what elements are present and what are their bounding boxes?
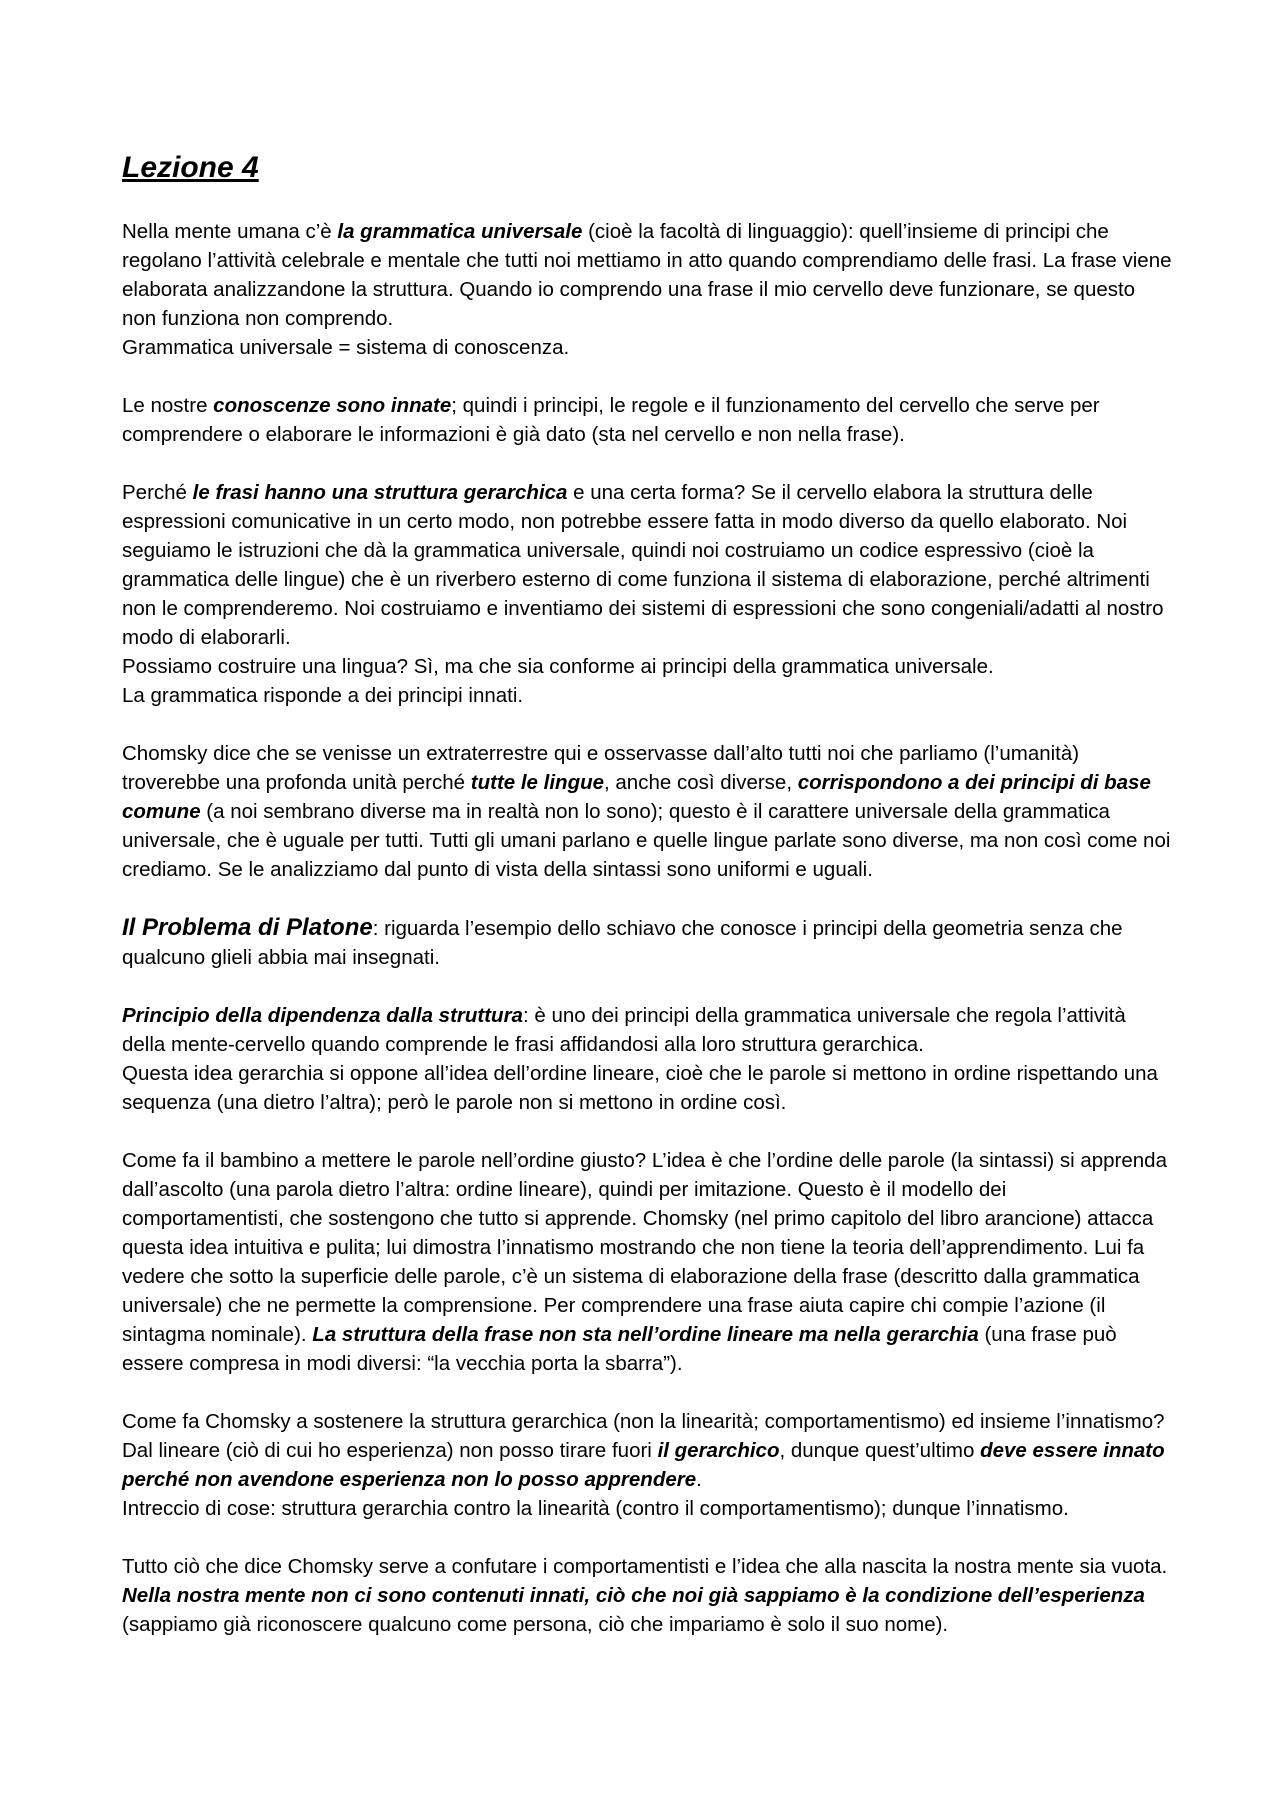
emphasis-text: Nella nostra mente non ci sono contenuti innati, ciò che noi già sappiamo è la condizione dell’esperienza [122,1584,1145,1607]
plain-text: Come fa il bambino a mettere le parole nell’ordine giusto? L’idea è che l’ordine delle parole (la sintassi) si apprenda dall’ascolto (una parola dietro l’altra: ordine lineare), quindi per imitazione. Questo è il modello dei comportamentisti, che sostengono che tutto si apprende. Chomsky (nel primo capitolo del libro arancione) attacca questa idea intuitiva e pulita; lui dimostra l’innatismo mostrando che non tiene la teoria dell’apprendimento. Lui fa vedere che sotto la superficie delle parole, c’è un sistema di elaborazione della frase (descritto dalla grammatica universale) che ne permette la comprensione. Per comprendere una frase aiuta capire chi compie l’azione (il sintagma nominale). [122,1149,1167,1346]
text-line [122,1001,1172,1059]
plain-text: Nella mente umana c’è [122,220,338,243]
plain-text: Grammatica universale = sistema di conoscenza. [122,336,570,359]
document-body [122,217,1172,1639]
emphasis-text: La struttura della frase non sta nell’ordine lineare ma nella gerarchia [312,1323,979,1346]
text-line [122,1146,1172,1378]
paragraph-1 [122,217,1172,362]
plain-text: La grammatica risponde a dei principi innati. [122,684,524,707]
plain-text: (sappiamo già riconoscere qualcuno come persona, ciò che impariamo è solo il suo nome). [122,1613,949,1636]
plain-text: : riguarda l’esempio dello schiavo che conosce i principi della geometria senza che qualcuno glieli abbia mai insegnati. [122,917,1123,969]
plain-text: , anche così diverse, [604,771,798,794]
plain-text: ; quindi i principi, le regole e il funzionamento del cervello che serve per comprendere o elaborare le informazioni è già dato (sta nel cervello e non nella frase). [122,394,1100,446]
text-line [122,652,1172,681]
plain-text: Tutto ciò che dice Chomsky serve a confutare i comportamentisti e l’idea che alla nascita la nostra mente sia vuota. [122,1555,1168,1578]
plain-text: Intreccio di cose: struttura gerarchia contro la linearità (contro il comportamentismo); dunque l’innatismo. [122,1497,1069,1520]
plain-text: Le nostre [122,394,214,417]
paragraph-7 [122,1146,1172,1378]
paragraph-5 [122,913,1172,972]
plain-text: Come fa Chomsky a sostenere la struttura gerarchica (non la linearità; comportamentismo) ed insieme l’innatismo? Dal lineare (ciò di cui ho esperienza) non posso tirare fuori [122,1410,1165,1462]
paragraph-9 [122,1552,1172,1639]
lesson-title: Lezione 4 [122,151,259,184]
plain-text: : è uno dei principi della grammatica universale che regola l’attività della mente-cervello quando comprende le frasi affidandosi alla loro struttura gerarchica. [122,1004,1126,1056]
emphasis-text: le frasi hanno una struttura gerarchica [192,481,568,504]
emphasis-text: tutte le lingue [470,771,605,794]
paragraph-6 [122,1001,1172,1117]
plain-text: Perché [122,481,193,504]
text-line [122,478,1172,652]
emphasis-text: Principio della dipendenza dalla struttura [122,1004,523,1027]
paragraph-2 [122,391,1172,449]
plain-text: Questa idea gerarchia si oppone all’idea dell’ordine lineare, cioè che le parole si mettono in ordine rispettando una sequenza (una dietro l’altra); però le parole non si mettono in ordine così. [122,1062,1158,1114]
text-line [122,1407,1172,1494]
emphasis-text: deve essere innato perché non avendone esperienza non lo posso apprendere [122,1439,1165,1491]
text-line [122,333,1172,362]
paragraph-8 [122,1407,1172,1523]
emphasis-text: corrispondono a dei principi di base comune [122,771,1151,823]
emphasis-text: il gerarchico [657,1439,780,1462]
text-line [122,391,1172,449]
paragraph-3 [122,478,1172,710]
document-page [122,150,1172,1668]
emphasis-text: la grammatica universale [337,220,583,243]
text-line [122,1494,1172,1523]
text-line [122,681,1172,710]
plain-text: (una frase può essere compresa in modi diversi: “la vecchia porta la sbarra”). [122,1323,1117,1375]
plain-text: , dunque quest’ultimo [779,1439,981,1462]
paragraph-4 [122,739,1172,884]
text-line [122,1059,1172,1117]
plain-text: (cioè la facoltà di linguaggio): quell’insieme di principi che regolano l’attività celebrale e mentale che tutti noi mettiamo in atto quando comprendiamo delle frasi. La frase viene elaborata analizzandone la struttura. Quando io comprendo una frase il mio cervello deve funzionare, se questo non funziona non comprendo. [122,220,1172,330]
text-line [122,217,1172,333]
plain-text: (a noi sembrano diverse ma in realtà non lo sono); questo è il carattere universale della grammatica universale, che è uguale per tutti. Tutti gli umani parlano e quelle lingue parlate sono diverse, ma non così come noi crediamo. Se le analizziamo dal punto di vista della sintassi sono uniformi e uguali. [122,800,1171,881]
plain-text: e una certa forma? Se il cervello elabora la struttura delle espressioni comunicative in un certo modo, non potrebbe essere fatta in modo diverso da quello elaborato. Noi seguiamo le istruzioni che dà la grammatica universale, quindi noi costruiamo un codice espressivo (cioè la grammatica delle lingue) che è un riverbero esterno di come funziona il sistema di elaborazione, perché altrimenti non le comprenderemo. Noi costruiamo e inventiamo dei sistemi di espressioni che sono congeniali/adatti al nostro modo di elaborarli. [122,481,1164,649]
emphasis-text: Il Problema di Platone [122,914,373,941]
text-line [122,913,1172,972]
text-line [122,1552,1172,1639]
text-line [122,739,1172,884]
plain-text: . [696,1468,702,1491]
plain-text: Chomsky dice che se venisse un extraterrestre qui e osservasse dall’alto tutti noi che parliamo (l’umanità) troverebbe una profonda unità perché [122,742,1080,794]
plain-text: Possiamo costruire una lingua? Sì, ma che sia conforme ai principi della grammatica universale. [122,655,994,678]
emphasis-text: conoscenze sono innate [213,394,452,417]
